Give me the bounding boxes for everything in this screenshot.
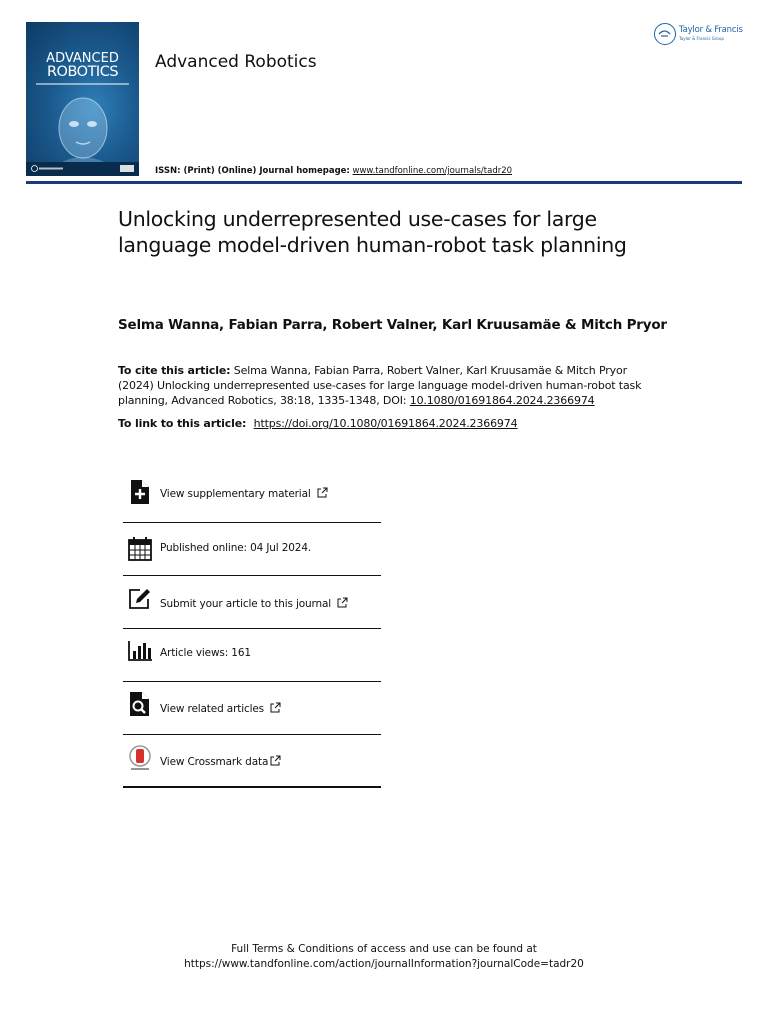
publisher-logo[interactable] [654,22,744,48]
issn-label: ISSN: (Print) (Online) Journal homepage: [155,166,350,176]
publisher-logo-circle-icon [654,23,676,45]
list-item-submit[interactable] [123,576,381,629]
external-link-icon [270,702,281,713]
bar-chart-icon [127,638,153,664]
citation-label: To cite this article: [118,364,231,377]
cover-divider [36,83,129,85]
list-item-published [123,523,381,576]
supplementary-label [160,487,328,500]
terms-url[interactable]: https://www.tandfonline.com/action/journalInformation?journalCode=tadr20 [184,958,584,970]
journal-name: Advanced Robotics [155,52,317,72]
related-label [160,702,281,715]
article-info-list [123,470,381,788]
publisher-group: Taylor & Francis Group [679,36,724,41]
link-label: To link to this article: [118,417,247,430]
external-link-icon [270,755,281,766]
edit-icon [127,586,153,612]
article-link-line [118,417,517,430]
published-date: Published online: 04 Jul 2024. [160,542,312,554]
list-item-related[interactable] [123,682,381,735]
citation-block [118,363,663,408]
publisher-lamp-icon [655,24,674,43]
journal-cover-image [26,22,139,176]
crossmark-icon [127,745,153,771]
citation-doi-link[interactable]: 10.1080/01691864.2024.2366974 [409,394,595,407]
crossmark-label [160,755,281,768]
cover-society-logo-icon [120,165,134,172]
issn-line [155,166,512,176]
crossmark-label-text: View Crossmark data [160,756,269,768]
list-item-supplementary[interactable] [123,470,381,523]
related-label-text: View related articles [160,703,264,715]
search-document-icon [127,691,153,717]
article-title: Unlocking underrepresented use-cases for large language model-driven human-robot task planning [118,207,627,257]
terms-line1: Full Terms & Conditions of access and use can be found at [231,943,537,955]
cover-title-line1: ADVANCED [46,51,119,66]
cover-title-line2: ROBOTICS [46,64,119,80]
cover-footer-bar [26,162,139,176]
journal-homepage-link[interactable]: www.tandfonline.com/journals/tadr20 [352,166,513,176]
external-link-icon [337,597,348,608]
external-link-icon [317,487,328,498]
article-doi-url[interactable]: https://doi.org/10.1080/01691864.2024.2366974 [253,417,518,430]
submit-label-text: Submit your article to this journal [160,598,332,610]
calendar-icon [127,536,153,562]
supplementary-file-icon [127,479,153,505]
list-item-crossmark[interactable] [123,735,381,788]
list-item-views [123,629,381,682]
citation-text: Selma Wanna, Fabian Parra, Robert Valner, Karl Kruusamäe & Mitch Pryor (2024) Unlocking underrepresented use-cases for large language model-driven human-robot task planning, Advanced Robotics, 38:18, 1335-1348, DOI: [118,364,642,407]
robot-face-icon [48,92,118,170]
article-authors: Selma Wanna, Fabian Parra, Robert Valner, Karl Kruusamäe & Mitch Pryor [118,317,667,333]
terms-footer [0,942,768,972]
header-divider [26,181,742,184]
supplementary-label-text: View supplementary material [160,488,311,500]
publisher-name: Taylor & Francis [679,25,743,35]
article-views: Article views: 161 [160,647,251,659]
submit-label [160,597,348,610]
cover-publisher-logo-icon [31,165,65,172]
